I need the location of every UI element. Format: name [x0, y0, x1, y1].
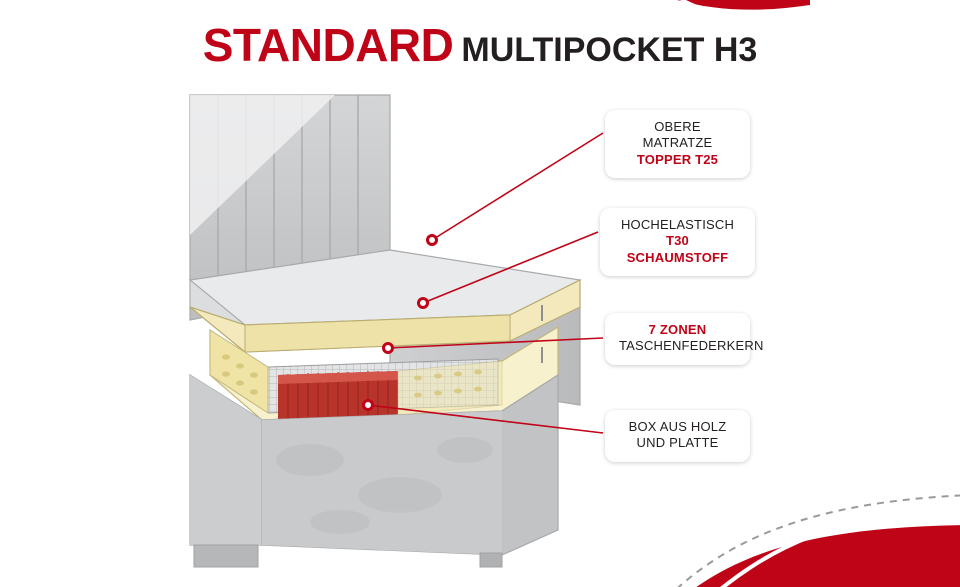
callout-foam [600, 208, 755, 276]
callout-topper-line2: TOPPER T25 [636, 151, 719, 167]
callout-topper-line1: OBERE MATRATZE [642, 119, 713, 151]
foam-border-right [398, 361, 502, 415]
callout-topper [605, 110, 750, 178]
page-title [0, 18, 960, 72]
title-highlight: STANDARD [202, 19, 454, 71]
callout-springs-line2: TASCHENFEDERKERN [619, 338, 764, 354]
red-springs-block [278, 371, 398, 419]
title-rest: MULTIPOCKET H3 [461, 31, 758, 69]
callout-springs [605, 313, 764, 365]
callout-foam-line2: T30 SCHAUMSTOFF [626, 233, 729, 265]
callout-box [605, 410, 750, 462]
callout-box-line2: UND PLATTE [636, 435, 719, 451]
callout-foam-line1: HOCHELASTISCH [620, 217, 735, 232]
callout-springs-line1: 7 ZONEN [648, 322, 707, 337]
callout-box-line1: BOX AUS HOLZ [628, 419, 727, 434]
bed-cutaway-illustration [150, 75, 620, 575]
